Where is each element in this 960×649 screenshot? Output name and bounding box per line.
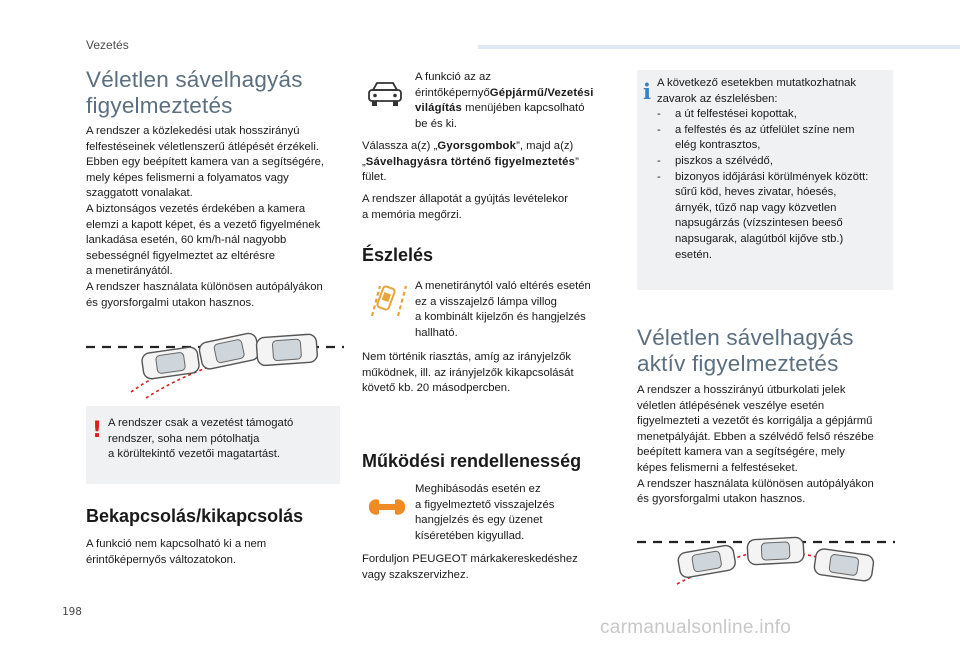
page-number: 198 [62,605,82,618]
text-line: beépített kamera van a segítségére, mely [637,446,845,459]
text-line: - bizonyos időjárási körülmények között: [675,170,869,183]
text-line: rendszer, soha nem pótolhatja [108,432,260,445]
text-line: a figyelmeztető visszajelzés [415,498,555,511]
malfunction-heading: Működési rendellenesség [362,451,582,471]
text-line: A biztonságos vezetés érdekében a kamera [86,202,306,215]
text-line: és gyorsforgalmi utakon hasznos. [637,493,806,506]
text-line: hangjelzés és egy üzenet [415,514,543,527]
text-line: A funkció az az [415,71,491,83]
title-line: figyelmeztetés [86,93,233,118]
plain-run: ” [575,155,579,168]
text-line: működnek, ill. az irányjelzők kikapcsolását [362,366,574,379]
title-line: Véletlen sávelhagyás [86,67,303,92]
plain-run: érintőképernyő [415,86,490,99]
text-line: Nem történik riasztás, amíg az irányjelzők [362,351,572,363]
text-line: elemzi a kapott képet, és a vezető figyelmének [86,218,321,231]
text-line [362,139,622,155]
text-line: a menetirányától. [86,265,173,278]
quick-keys-name: Gyorsgombok [437,140,517,152]
onoff-heading: Bekapcsolás/kikapcsolás [86,506,304,526]
text-line: fület. [362,171,387,184]
text-line: kíséretében kigyullad. [415,529,525,542]
lane-drift-illustration [86,330,344,402]
text-line: Meghibásodás esetén ez [415,483,541,495]
malfunction-text [415,482,615,544]
info-icon: i [643,79,651,104]
intro-paragraph [86,124,356,311]
car-icon [813,548,874,582]
car-icon [198,332,260,370]
text-line: napsugárzás (vízszintesen beeső [675,217,843,230]
text-line: lankadása esetén, 60 km/h-nál nagyobb [86,234,287,247]
warning-text [108,416,338,463]
memory-text [362,192,622,223]
header-rule [478,45,960,49]
title-line: aktív figyelmeztetés [637,351,839,376]
lane-departure-title [86,67,303,119]
car-icon [256,334,318,366]
text-line: vagy szakszervizhez. [362,568,469,581]
text-line: figyelmezteti a vezetőt és korrigálja a gépjármű [637,415,873,428]
tab-name: Sávelhagyásra történő figyelmeztetés [365,155,576,168]
onoff-text [86,537,346,568]
dealer-text [362,552,622,583]
text-line: zavarok az észlelésben: [657,92,778,105]
function-toggle-text [415,70,615,132]
info-text [657,76,889,263]
active-lane-title [637,325,854,377]
text-line [415,86,615,102]
text-line: A rendszer a közlekedési utak hosszirányú [86,125,300,137]
text-line: - a felfestés és az útfelület színe nem [675,123,855,136]
text-line: ez a visszajelző lámpa villog [415,295,557,308]
text-line: A menetiránytól való eltérés esetén [415,280,591,292]
active-lane-text [637,383,907,508]
list-item [657,123,889,154]
title-line: Véletlen sávelhagyás [637,325,854,350]
text-line: és gyorsforgalmi utakon hasznos. [86,296,255,309]
text-line: A következő esetekben mutatkozhatnak [657,77,857,89]
text-line: véletlen átlépésének veszélye esetén [637,399,825,412]
text-line: felfestéseinek véletlenszerű átlépését érzékeli. [86,140,319,153]
plain-run: „ [362,155,366,168]
wrench-icon [367,496,407,518]
text-line: hallható. [415,326,458,339]
text-line: követő kb. 20 másodpercben. [362,382,511,395]
plain-run: Válassza a(z) „ [362,140,438,152]
text-line: sűrű köd, heves zivatar, hóesés, [675,186,837,199]
list-item [657,154,889,170]
text-line: sebességnél figyelmeztet az eltérésre [86,249,276,262]
watermark: carmanualsonline.info [600,617,792,638]
text-line [362,155,622,171]
text-line: a memória megőrzi. [362,208,462,221]
text-line: Forduljon PEUGEOT márkakereskedéshez [362,553,578,565]
detection-text [415,279,620,341]
list-item [657,107,889,123]
menu-name: világítás [415,102,463,115]
warning-callout [86,406,340,484]
lane-correction-illustration [637,530,895,592]
car-icon [747,537,804,565]
text-line: menetpályáját. Ebben a szélvédő felső részébe [637,430,874,443]
text-line: A rendszer használata különösen autópályákon [637,477,874,490]
car-icon [677,544,736,578]
text-line: A funkció nem kapcsolható ki a nem [86,538,267,550]
text-line: elég kontrasztos, [675,139,761,152]
car-front-icon [366,80,404,108]
text-line: érintőképernyős változatokon. [86,553,237,566]
text-line: árnyék, tűző nap vagy közvetlen [675,201,837,214]
lane-warning-lamp-icon [368,280,410,318]
text-line: - piszkos a szélvédő, [675,154,773,167]
text-line: a kombinált kijelzőn és hangjelzés [415,311,586,324]
text-line: mely képes felismerni a folyamatos vagy [86,171,289,184]
plain-run: ”, majd a(z) [516,140,574,152]
text-line: A rendszer csak a vezetést támogató [108,417,294,429]
text-line: A rendszer állapotát a gyújtás levételekor [362,193,568,205]
no-alert-text [362,350,622,397]
text-line [415,101,615,117]
select-instructions [362,139,622,186]
text-line: szaggatott vonalakat. [86,187,193,200]
text-line: a körültekintő vezetői magatartást. [108,448,281,461]
text-line: napsugarak, alagútból kijőve stb.) [675,232,844,245]
menu-name: Gépjármű/Vezetési [489,86,594,99]
text-line: - a út felfestései kopottak, [675,108,797,121]
text-line: képes felismerni a felfestéseket. [637,461,798,474]
detection-heading: Észlelés [362,245,434,265]
info-callout [637,70,893,290]
text-line: esetén. [675,248,713,261]
warning-icon: ! [92,418,103,443]
text-line: A rendszer a hosszirányú útburkolati jelek [637,384,846,396]
text-line: Ebben egy beépített kamera van a segítségére, [86,156,325,169]
text-line: be és ki. [415,117,458,130]
section-header: Vezetés [86,38,129,52]
list-item [657,170,889,264]
info-list [657,107,889,263]
plain-run: menüjében kapcsolható [462,102,585,115]
car-icon [141,346,200,380]
text-line: A rendszer használata különösen autópályákon [86,280,323,293]
